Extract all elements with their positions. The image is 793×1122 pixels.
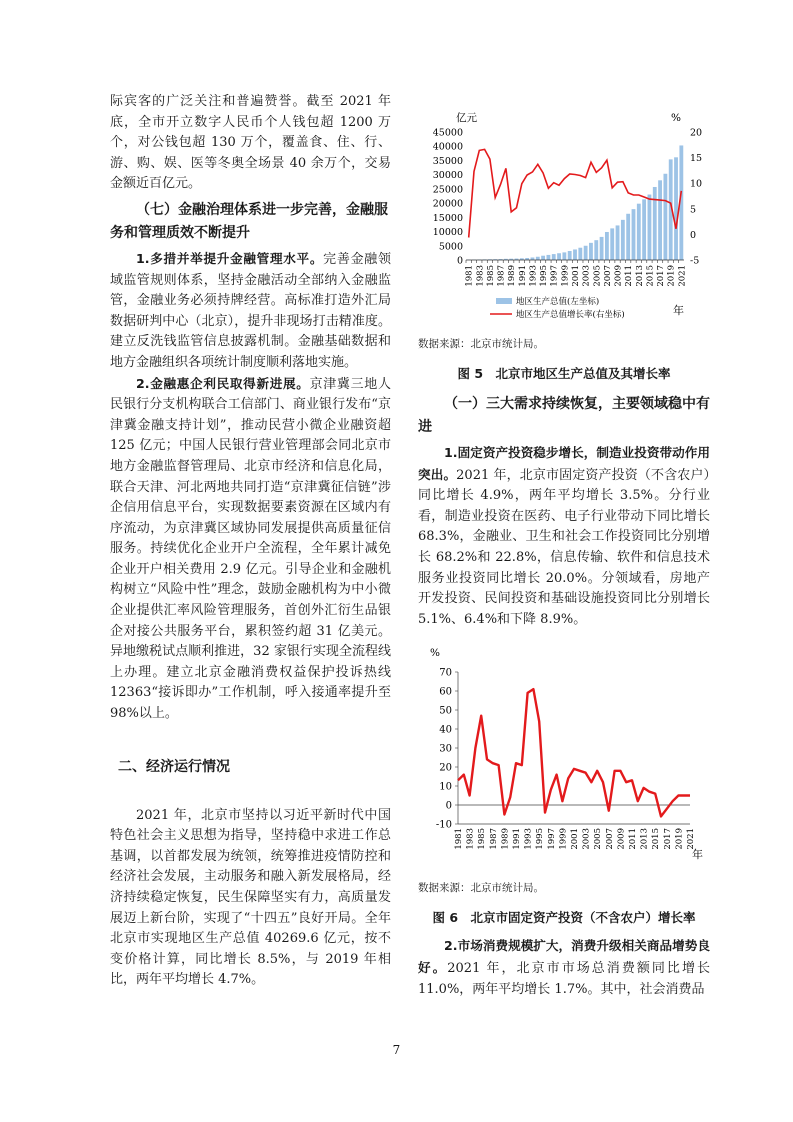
figure-6-source: 数据来源：北京市统计局。 bbox=[418, 882, 544, 895]
y-tick-label: 30 bbox=[439, 743, 452, 755]
y-tick-label: 5000 bbox=[438, 241, 463, 253]
paragraph-consumption-body: 2021 年，北京市市场总消费额同比增长 11.0%，两年平均增长 1.7%。其中，社会消费品 bbox=[418, 960, 711, 997]
x-axis-unit: 年 bbox=[692, 848, 703, 862]
gdp-bar bbox=[642, 199, 646, 260]
paragraph-fixed-investment-body: 2021 年，北京市固定资产投资（不含农户）同比增长 4.9%，两年平均增长 3.5%。分行业看，制造业投资在医药、电子行业带动下同比增长 68.3%，金融业、卫生和社会工作投资同比分别增长 68.2%和 22.8%，信息传输、软件和信息技术服务业投资同比增长 20.0%。分领域看，房地产开发投资、民间投资和基础设施投资同比分别增长 5.1%、6.4%和下降 8.9%。 bbox=[418, 467, 710, 627]
x-tick-label: 1985 bbox=[477, 828, 488, 850]
figure-5-source: 数据来源：北京市统计局。 bbox=[418, 338, 544, 350]
x-tick-label: 1981 bbox=[454, 828, 464, 850]
paragraph-consumption bbox=[418, 936, 710, 1000]
gdp-bar bbox=[568, 251, 572, 260]
gdp-bar bbox=[674, 157, 678, 260]
x-axis-unit: 年 bbox=[673, 304, 684, 317]
gdp-bar bbox=[616, 225, 620, 260]
y-tick-label: 10000 bbox=[432, 227, 463, 239]
y-tick-label: 20000 bbox=[432, 198, 463, 210]
gdp-bar bbox=[605, 232, 609, 260]
gdp-bar bbox=[557, 253, 561, 260]
paragraph-digital-rmb: 际宾客的广泛关注和普遍赞誉。截至 2021 年底，全市开立数字人民币个人钱包超 1200 万个，对公钱包超 130 万个，覆盖食、住、行、游、购、娱、医等冬奥全场景 40 余万个，交易金额近百亿元。 bbox=[110, 94, 391, 192]
y2-tick-label: 10 bbox=[690, 178, 703, 190]
y-tick-label: 20 bbox=[439, 762, 452, 774]
x-tick-label: 2007 bbox=[602, 265, 613, 287]
x-tick-label: 2003 bbox=[581, 828, 592, 850]
x-tick-label: 2013 bbox=[634, 265, 645, 287]
paragraph-financial-management bbox=[110, 249, 391, 374]
gdp-bar bbox=[589, 243, 593, 260]
x-tick-label: 1999 bbox=[558, 828, 569, 850]
x-tick-label: 1987 bbox=[488, 828, 499, 850]
x-tick-label: 2011 bbox=[628, 828, 638, 850]
gdp-bar bbox=[637, 204, 641, 260]
gdp-bar bbox=[584, 246, 588, 260]
x-tick-label: 2019 bbox=[674, 828, 685, 850]
x-tick-label: 1993 bbox=[528, 265, 539, 287]
gdp-bar bbox=[536, 257, 540, 260]
y-tick-label: 40000 bbox=[432, 141, 463, 153]
y-axis-unit: % bbox=[430, 647, 440, 660]
gdp-bar bbox=[658, 180, 662, 260]
gdp-bar bbox=[648, 195, 652, 260]
x-tick-label: 2003 bbox=[581, 265, 592, 287]
paragraph-fixed-investment-lead: 1.固定资产投资稳步增长，制造业投资带动作用突出。 bbox=[418, 445, 710, 482]
y-tick-label: 15000 bbox=[432, 212, 463, 224]
investment-growth-line bbox=[458, 689, 690, 816]
page-number: 7 bbox=[392, 1043, 401, 1057]
x-tick-label: 2005 bbox=[593, 828, 604, 850]
section-heading-economy: 二、经济运行情况 bbox=[118, 758, 230, 775]
x-tick-label: 2005 bbox=[592, 265, 603, 287]
x-tick-label: 1987 bbox=[496, 265, 507, 287]
y-tick-label: 50 bbox=[439, 705, 452, 717]
gdp-bar bbox=[663, 174, 667, 260]
y2-tick-label: 5 bbox=[690, 204, 697, 216]
x-tick-label: 2001 bbox=[570, 828, 580, 850]
x-tick-label: 1999 bbox=[560, 265, 571, 287]
figure-6 bbox=[418, 644, 710, 870]
x-tick-label: 1995 bbox=[535, 828, 546, 850]
figure-5 bbox=[418, 92, 710, 328]
paragraph-fixed-investment bbox=[418, 443, 710, 630]
gdp-bar bbox=[610, 228, 614, 260]
y-tick-label: 10 bbox=[439, 781, 452, 793]
paragraph-finance-benefits-lead: 2.金融惠企利民取得新进展。 bbox=[136, 375, 310, 391]
x-tick-label: 2017 bbox=[656, 265, 667, 287]
paragraph-finance-benefits-body: 京津冀三地人民银行分支机构联合工信部门、商业银行发布“京津冀金融支持计划”，推动民营小微企业融资超 125 亿元；中国人民银行营业管理部会同北京市地方金融监督管理局、北京市经济和信息化局，联合天津、河北两地共同打造“京津冀征信链”涉企信用信息平台，实现数据要素资源在区域内有序流动，为京津冀区域协同发展提供高质量征信服务。持续优化企业开户全流程，全年累计减免企业开户相关费用 2.9 亿元。引导企业和金融机构树立“风险中性”理念，鼓励金融机构为中小微企业提供汇率风险管理服务，首创外汇衍生品银企对接公共服务平台，累积签约超 31 亿美元。异地缴税试点顺利推进，32 家银行实现全流程线上办理。建立北京金融消费权益保护投诉热线 12363“接诉即办”工作机制，呼入接通率提升至 98%以上。 bbox=[110, 376, 391, 722]
y-tick-label: 40 bbox=[439, 724, 452, 736]
y2-tick-label: 15 bbox=[690, 153, 703, 165]
legend-line-label: 地区生产总值增长率(右坐标) bbox=[516, 310, 625, 320]
x-tick-label: 1983 bbox=[465, 828, 476, 850]
gdp-bar bbox=[547, 255, 551, 260]
gdp-bar bbox=[632, 209, 636, 260]
paragraph-consumption-lead: 2.市场消费规模扩大，消费升级相关商品增势良好。 bbox=[418, 938, 710, 975]
gdp-bar bbox=[552, 254, 556, 260]
gdp-chart bbox=[418, 92, 710, 324]
x-tick-label: 2021 bbox=[686, 828, 696, 850]
x-tick-label: 1997 bbox=[546, 828, 557, 850]
x-tick-label: 2017 bbox=[662, 828, 673, 850]
paragraph-financial-management-body: 完善金融领域监管规则体系，坚持金融活动全部纳入金融监管，金融业务必须持牌经营。高标准打造外汇局数据研判中心（北京），提升非现场打击精准度。建立反洗钱监管信息披露机制。金融基础数据和地方金融组织各项统计制度顺利落地实施。 bbox=[110, 251, 391, 370]
x-tick-label: 1991 bbox=[512, 828, 522, 850]
y-tick-label: 60 bbox=[439, 686, 452, 698]
figure-6-caption: 图 6 北京市固定资产投资（不含农户）增长率 bbox=[432, 910, 696, 926]
y2-tick-label: -5 bbox=[690, 255, 700, 267]
y-tick-label: -10 bbox=[435, 819, 452, 831]
y2-tick-label: 20 bbox=[690, 127, 703, 139]
heading-financial-governance: （七）金融治理体系进一步完善，金融服务和管理质效不断提升 bbox=[110, 201, 388, 241]
gdp-bar bbox=[578, 248, 582, 260]
x-tick-label: 1983 bbox=[475, 265, 486, 287]
y-tick-label: 25000 bbox=[432, 184, 463, 196]
paragraph-financial-management-lead: 1.多措并举提升金融管理水平。 bbox=[136, 250, 324, 266]
x-tick-label: 1989 bbox=[500, 828, 511, 850]
y-tick-label: 0 bbox=[445, 800, 452, 812]
x-tick-label: 1981 bbox=[464, 265, 475, 287]
y2-tick-label: 0 bbox=[690, 229, 697, 241]
gdp-bar bbox=[600, 237, 604, 260]
paragraph-finance-benefits bbox=[110, 374, 391, 725]
legend-bar-swatch bbox=[496, 298, 512, 304]
left-axis-unit: 亿元 bbox=[456, 112, 477, 124]
investment-chart bbox=[418, 644, 710, 866]
gdp-bar bbox=[626, 214, 630, 260]
paragraph-economy-overview: 2021 年，北京市坚持以习近平新时代中国特色社会主义思想为指导，坚持稳中求进工作总基调，以首都发展为统领，统筹推进疫情防控和经济社会发展，主动服务和融入新发展格局，经济持续稳定恢复，民生保障坚实有力，高质量发展迈上新台阶，实现了“十四五”良好开局。全年北京市实现地区生产总值 40269.6 亿元，按不变价格计算，同比增长 8.5%，与 2019 年相比，两年平均增长 4.7%。 bbox=[110, 807, 391, 988]
gdp-bar bbox=[562, 252, 566, 260]
y-tick-label: 0 bbox=[456, 255, 463, 267]
x-tick-label: 1985 bbox=[485, 265, 496, 287]
y-tick-label: 35000 bbox=[432, 155, 463, 167]
y-tick-label: 70 bbox=[439, 667, 452, 679]
x-tick-label: 1989 bbox=[507, 265, 518, 287]
x-tick-label: 2013 bbox=[639, 828, 650, 850]
gdp-bar bbox=[573, 249, 577, 260]
x-tick-label: 1995 bbox=[539, 265, 550, 287]
x-tick-label: 2021 bbox=[677, 265, 688, 287]
gdp-bar bbox=[594, 240, 598, 260]
x-tick-label: 2011 bbox=[624, 265, 635, 287]
right-column bbox=[418, 92, 710, 1000]
x-tick-label: 1993 bbox=[523, 828, 534, 850]
figure-5-caption: 图 5 北京市地区生产总值及其增长率 bbox=[457, 366, 671, 381]
x-tick-label: 1997 bbox=[549, 265, 560, 287]
x-tick-label: 2019 bbox=[666, 265, 677, 287]
x-tick-label: 2001 bbox=[571, 265, 581, 287]
right-axis-unit: % bbox=[671, 112, 681, 124]
y-tick-label: 45000 bbox=[432, 127, 463, 139]
x-tick-label: 2009 bbox=[613, 265, 624, 287]
gdp-bar bbox=[541, 256, 545, 260]
x-tick-label: 2015 bbox=[645, 265, 656, 287]
left-column bbox=[110, 92, 391, 991]
x-tick-label: 2007 bbox=[604, 828, 615, 850]
x-tick-label: 2015 bbox=[651, 828, 662, 850]
y-tick-label: 30000 bbox=[432, 170, 463, 182]
gdp-bar bbox=[653, 187, 657, 260]
heading-three-demands: （一）三大需求持续恢复，主要领域稳中有进 bbox=[418, 396, 710, 435]
x-tick-label: 1991 bbox=[517, 265, 528, 287]
legend-bar-label: 地区生产总值(左坐标) bbox=[516, 297, 600, 307]
x-tick-label: 2009 bbox=[616, 828, 627, 850]
gdp-bar bbox=[621, 220, 625, 260]
